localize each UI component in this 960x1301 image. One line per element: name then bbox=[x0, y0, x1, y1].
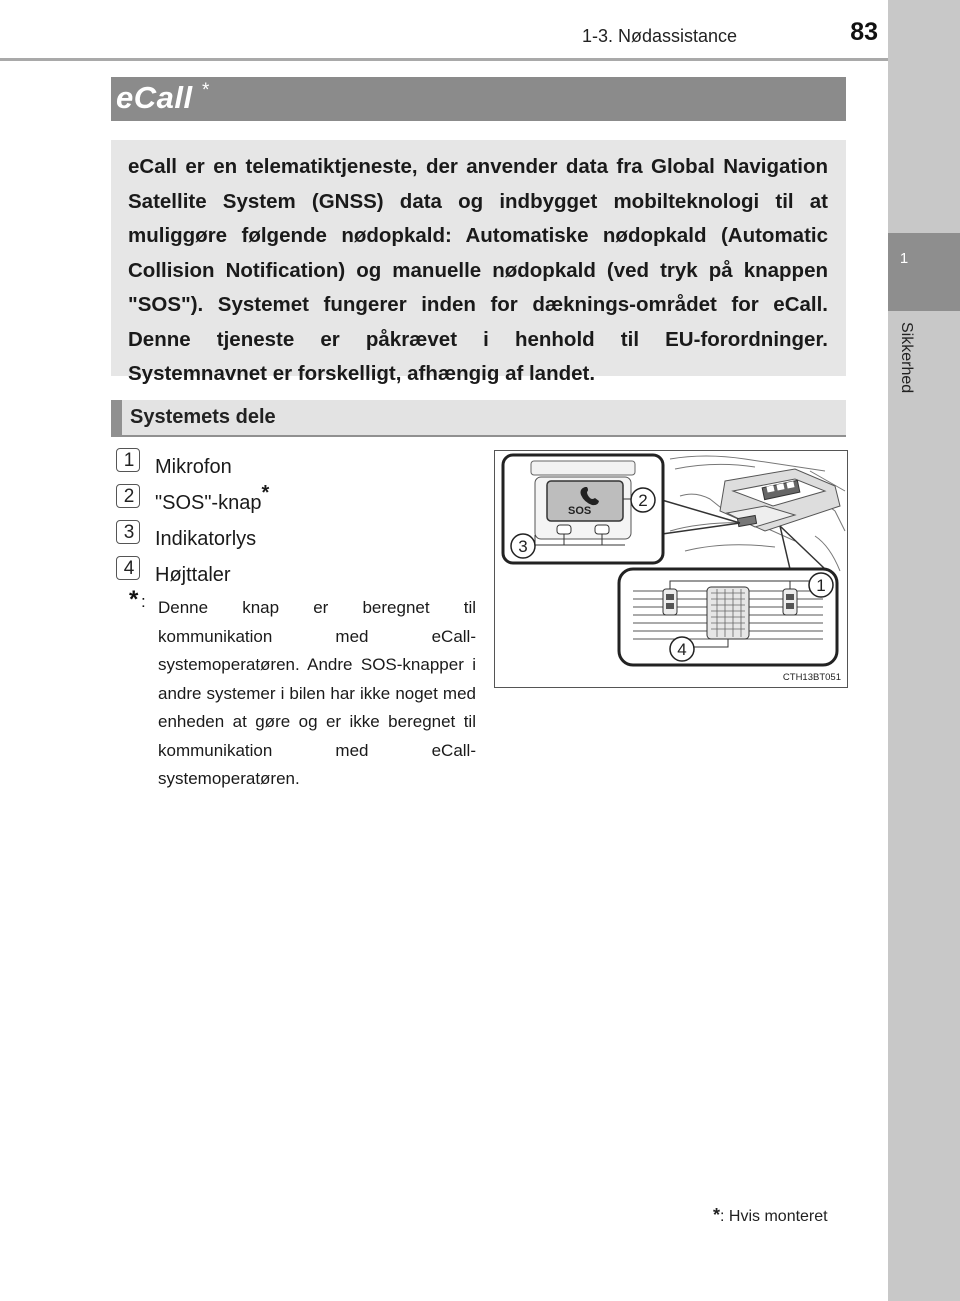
intro-text: eCall er en telematiktjeneste, der anvender data fra Global Navigation Satellite System (GNSS) data og indbygget mobilteknologi til at muliggøre følgende nødopkald: Automatiske nødopkald (Automatic Collision Notification) og manuelle nødopkald (ved tryk på knappen "SOS"). Systemet fungerer inden for dæknings-området for eCall. Denne tjeneste er påkrævet i henhold til EU-forordninger. Systemnavnet er forskelligt, afhængig af landet. bbox=[128, 155, 828, 385]
note-text: Denne knap er beregnet til kommunikation med eCall-systemoperatøren. Andre SOS-knapper i andre systemer i bilen har ikke noget med enheden at gøre og er ikke beregnet til kommunikation med eCall-systemoperatøren. bbox=[158, 598, 476, 788]
callout-1: 1 bbox=[816, 576, 826, 595]
item-number: 1 bbox=[123, 450, 135, 471]
system-parts-figure bbox=[494, 450, 848, 688]
item-number: 3 bbox=[123, 522, 135, 543]
item-number: 2 bbox=[123, 486, 135, 507]
item-number: 4 bbox=[123, 558, 135, 579]
note-marker: * bbox=[129, 586, 139, 613]
page-title: eCall bbox=[116, 80, 193, 115]
chapter-title: Sikkerhed bbox=[898, 322, 915, 394]
item-label: Mikrofon bbox=[155, 456, 232, 478]
item-label: "SOS"-knap bbox=[155, 492, 262, 514]
page-number: 83 bbox=[850, 18, 878, 46]
footer-note bbox=[713, 1205, 828, 1226]
chapter-number: 1 bbox=[899, 250, 909, 267]
figure-code: CTH13BT051 bbox=[782, 672, 841, 683]
callout-4: 4 bbox=[677, 640, 687, 659]
item-marker: * bbox=[261, 482, 270, 504]
chapter-tab[interactable] bbox=[888, 233, 960, 311]
item-label: Indikatorlys bbox=[155, 528, 257, 550]
subsection-title: Systemets dele bbox=[130, 406, 276, 428]
car-console-illustration-icon bbox=[495, 451, 847, 687]
footer-marker: * bbox=[713, 1205, 721, 1225]
title-bar bbox=[111, 77, 846, 121]
title-marker: * bbox=[202, 80, 210, 101]
header-divider bbox=[0, 58, 888, 61]
subsection-underline bbox=[111, 435, 846, 437]
footer-text: : Hvis monteret bbox=[720, 1208, 828, 1225]
callout-3: 3 bbox=[518, 537, 528, 556]
item-label: Højttaler bbox=[155, 564, 231, 586]
note-colon: : bbox=[141, 592, 146, 611]
callout-2: 2 bbox=[638, 491, 648, 510]
subsection-accent bbox=[111, 400, 122, 437]
side-strip bbox=[888, 0, 960, 1301]
section-reference: 1-3. Nødassistance bbox=[582, 26, 738, 46]
sos-button-label: SOS bbox=[568, 505, 592, 517]
